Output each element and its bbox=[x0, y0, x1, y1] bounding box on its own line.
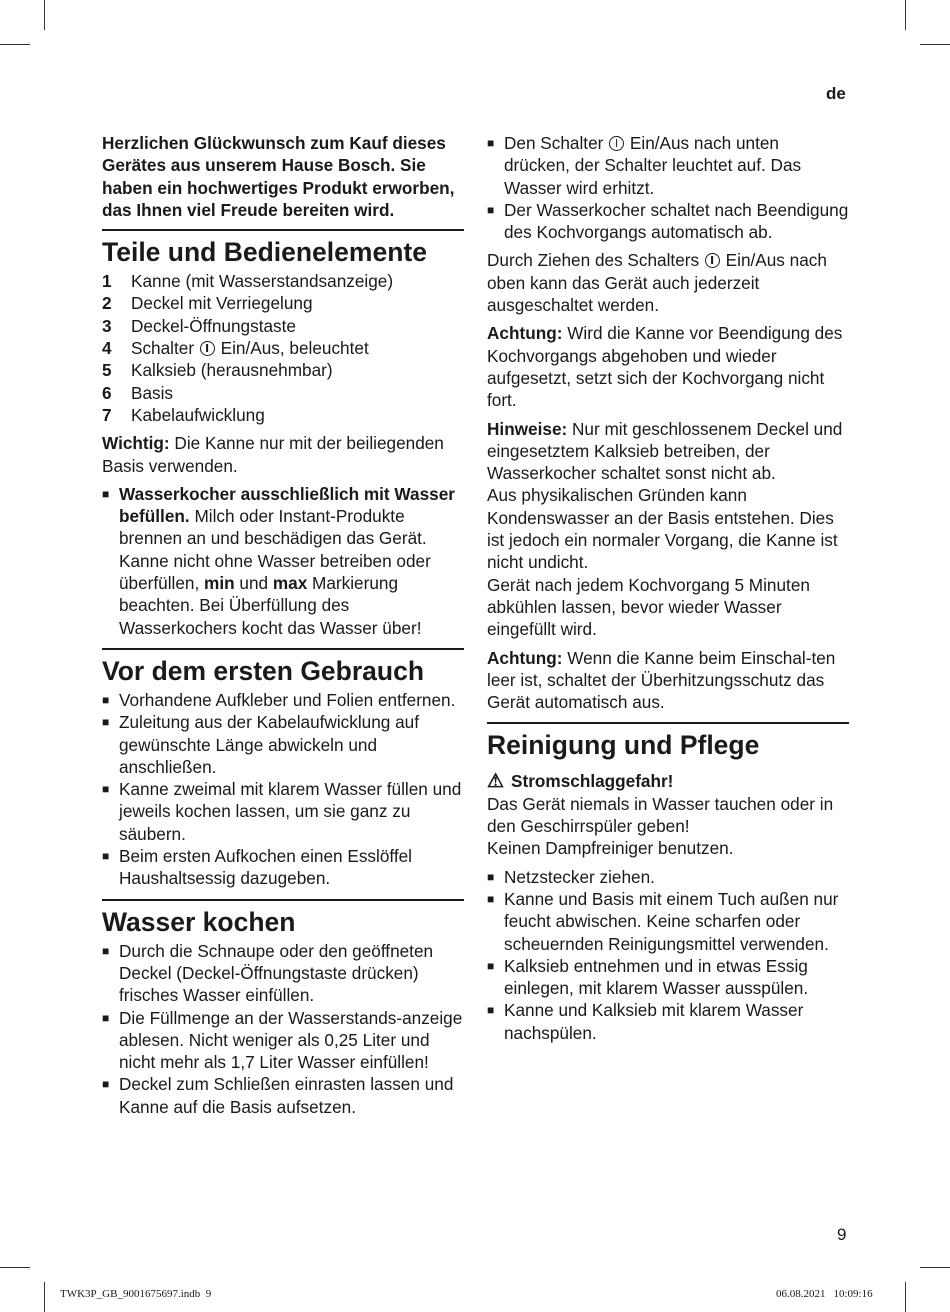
language-code: de bbox=[826, 84, 846, 103]
footer-time: 10:09:16 bbox=[833, 1288, 873, 1300]
important-note bbox=[102, 432, 464, 477]
list-item: ■ Kanne zweimal mit klarem Wasser füllen und jeweils kochen lassen, um sie ganz zu säubern. bbox=[102, 778, 464, 845]
part-number: 6 bbox=[102, 382, 112, 403]
parts-list bbox=[102, 270, 464, 426]
list-item: ■ Beim ersten Aufkochen einen Esslöffel Haushaltsessig dazugeben. bbox=[102, 845, 464, 890]
caution-label: Achtung: bbox=[487, 647, 563, 668]
list-item bbox=[102, 337, 464, 359]
crop-mark bbox=[920, 44, 950, 45]
part-label: Kanne (mit Wasserstandsanzeige) bbox=[131, 271, 394, 292]
notes-text: Gerät nach jedem Kochvorgang 5 Minuten abkühlen lassen, bevor wieder Wasser eingefüllt wird. bbox=[487, 574, 810, 640]
part-label: Schalter bbox=[131, 338, 195, 359]
bullet-text: Milch oder Instant-Produkte brennen an und beschädigen das Gerät. Kanne nicht ohne Wasser betreiben oder überfüllen, bbox=[119, 506, 431, 594]
part-number: 4 bbox=[102, 338, 112, 359]
bullet-text: Markierung beachten. Bei Überfüllung des Wasserkochers kocht das Wasser über! bbox=[119, 573, 422, 638]
crop-mark bbox=[0, 1267, 30, 1268]
notes-text: Nur mit geschlossenem Deckel und eingesetztem Kalksieb betreiben, der Wasserkocher schaltet sonst nicht ab. bbox=[487, 418, 843, 484]
heading-boil-water: Wasser kochen bbox=[102, 899, 464, 937]
list-item: ■ Kanne und Basis mit einem Tuch außen nur feucht abwischen. Keine scharfen oder scheuernden Reinigungsmittel verwenden. bbox=[487, 888, 849, 955]
part-number: 1 bbox=[102, 271, 112, 292]
cleaning-list bbox=[487, 866, 849, 1044]
caution-text: Wird die Kanne vor Beendigung des Kochvorgangs abgehoben und wieder aufgesetzt, setzt sich der Kochvorgang nicht fort. bbox=[487, 323, 843, 411]
notes-label: Hinweise: bbox=[487, 418, 568, 439]
page-number: 9 bbox=[837, 1225, 847, 1244]
crop-mark bbox=[905, 1282, 906, 1312]
bullet-text: und bbox=[239, 573, 269, 594]
warning-text: Keinen Dampfreiniger benutzen. bbox=[487, 838, 734, 859]
footer-timestamp bbox=[776, 1288, 873, 1300]
part-number: 5 bbox=[102, 360, 112, 381]
caution-note bbox=[487, 322, 849, 411]
list-item: ■ Zuleitung aus der Kabelaufwicklung auf gewünschte Länge abwickeln und anschließen. bbox=[102, 711, 464, 778]
notes bbox=[487, 418, 849, 485]
part-label: Kabelaufwicklung bbox=[131, 404, 265, 425]
warning-triangle-icon: ⚠ bbox=[487, 770, 505, 792]
notes-text: Aus physikalischen Gründen kann Kondenswasser an der Basis entstehen. Dies ist jedoch ein normaler Vorgang, die Kanne ist nicht undicht. bbox=[487, 485, 838, 573]
paragraph-text: Durch Ziehen des Schalters bbox=[487, 250, 700, 271]
list-item: ■ Vorhandene Aufkleber und Folien entfernen. bbox=[102, 689, 464, 711]
warning-title bbox=[487, 770, 849, 792]
caution-note bbox=[487, 647, 849, 714]
part-number: 3 bbox=[102, 315, 112, 336]
warning-title-text: Stromschlaggefahr! bbox=[511, 771, 674, 792]
list-item: ■ Netzstecker ziehen. bbox=[487, 866, 849, 888]
list-item bbox=[487, 132, 849, 199]
intro-text: Herzlichen Glückwunsch zum Kauf dieses Gerätes aus unserem Hause Bosch. Sie haben ein hochwertiges Produkt erworben, das Ihnen viel Freude bereiten wird. bbox=[102, 133, 455, 220]
min-mark: min bbox=[204, 573, 235, 594]
list-item: ■ Deckel zum Schließen einrasten lassen und Kanne auf die Basis aufsetzen. bbox=[102, 1073, 464, 1118]
list-item bbox=[102, 483, 464, 639]
boil-list-continued bbox=[487, 132, 849, 243]
list-item: ■ Durch die Schnaupe oder den geöffneten Deckel (Deckel-Öffnungstaste drücken) frisches Wasser einfüllen. bbox=[102, 940, 464, 1007]
caution-text: Wenn die Kanne beim Einschal-ten leer ist, schaltet der Überhitzungsschutz das Gerät automatisch aus. bbox=[487, 647, 836, 713]
part-label: Ein/Aus, beleuchtet bbox=[220, 338, 369, 359]
part-number: 2 bbox=[102, 293, 112, 314]
power-switch-icon bbox=[609, 136, 624, 151]
bullet-text: Den Schalter bbox=[504, 133, 604, 153]
crop-mark bbox=[44, 0, 45, 30]
list-item: ■ Der Wasserkocher schaltet nach Beendigung des Kochvorgangs automatisch ab. bbox=[487, 199, 849, 244]
power-switch-icon bbox=[200, 341, 215, 356]
power-switch-icon bbox=[705, 253, 720, 268]
part-label: Deckel-Öffnungstaste bbox=[131, 315, 296, 336]
part-label: Deckel mit Verriegelung bbox=[131, 293, 313, 314]
important-label: Wichtig: bbox=[102, 433, 170, 454]
crop-mark bbox=[920, 1267, 950, 1268]
bullet-bold-text: Wasserkocher ausschließlich mit Wasser befüllen. bbox=[119, 483, 455, 527]
crop-mark bbox=[44, 1282, 45, 1312]
max-mark: max bbox=[272, 573, 308, 594]
list-item bbox=[102, 292, 464, 314]
caution-label: Achtung: bbox=[487, 323, 563, 344]
crop-mark bbox=[905, 0, 906, 30]
list-item: ■ Kalksieb entnehmen und in etwas Essig einlegen, mit klarem Wasser ausspülen. bbox=[487, 955, 849, 1000]
left-column bbox=[102, 132, 464, 1124]
footer-file-name: TWK3P_GB_9001675697.indb 9 bbox=[60, 1288, 212, 1300]
part-label: Basis bbox=[131, 382, 174, 403]
bullet-text: Ein/Aus nach unten drücken, der Schalter leuchtet auf. Das Wasser wird erhitzt. bbox=[504, 133, 802, 198]
heading-first-use: Vor dem ersten Gebrauch bbox=[102, 648, 464, 686]
warning-text: Das Gerät niemals in Wasser tauchen oder in den Geschirrspüler geben! bbox=[487, 793, 834, 837]
list-item: ■ Die Füllmenge an der Wasserstands-anzeige ablesen. Nicht weniger als 0,25 Liter und nicht mehr als 1,7 Liter Wasser einfüllen! bbox=[102, 1007, 464, 1074]
list-item bbox=[102, 270, 464, 292]
water-only-list bbox=[102, 483, 464, 639]
list-item bbox=[102, 382, 464, 404]
crop-mark bbox=[0, 44, 30, 45]
heading-cleaning: Reinigung und Pflege bbox=[487, 722, 849, 760]
switch-off-text bbox=[487, 249, 849, 316]
boil-list bbox=[102, 940, 464, 1118]
list-item bbox=[102, 404, 464, 426]
list-item: ■ Kanne und Kalksieb mit klarem Wasser nachspülen. bbox=[487, 999, 849, 1044]
first-use-list bbox=[102, 689, 464, 890]
paragraph-text: Ein/Aus nach oben kann das Gerät auch jederzeit ausgeschaltet werden. bbox=[487, 250, 827, 316]
list-item bbox=[102, 359, 464, 381]
footer-date: 06.08.2021 bbox=[776, 1288, 826, 1300]
part-label: Kalksieb (herausnehmbar) bbox=[131, 360, 333, 381]
right-column bbox=[487, 132, 849, 1050]
heading-parts: Teile und Bedienelemente bbox=[102, 229, 464, 267]
important-text: Die Kanne nur mit der beiliegenden Basis verwenden. bbox=[102, 433, 444, 476]
part-number: 7 bbox=[102, 404, 112, 425]
list-item bbox=[102, 315, 464, 337]
